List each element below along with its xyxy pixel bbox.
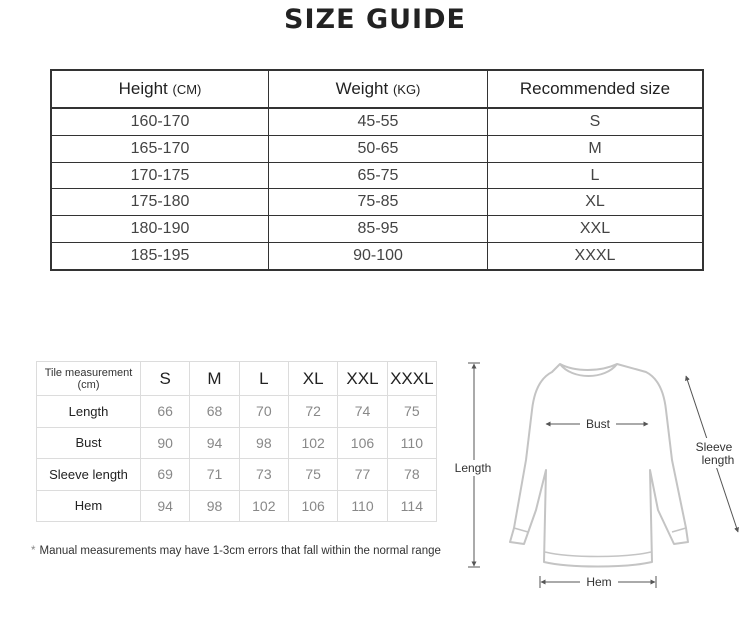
corner-label-line2: (cm)	[77, 378, 100, 391]
weight-cell: 85-95	[269, 216, 488, 243]
measurement-cell: 78	[387, 459, 436, 491]
size-table-header-row	[51, 70, 703, 108]
weight-cell: 65-75	[269, 162, 488, 189]
measurement-cell: 71	[190, 459, 239, 491]
weight-cell: 90-100	[269, 242, 488, 270]
measurement-cell: 68	[190, 396, 239, 428]
weight-cell: 50-65	[269, 135, 488, 162]
row-label: Bust	[37, 427, 141, 459]
size-header: L	[239, 362, 288, 396]
row-label: Length	[37, 396, 141, 428]
measurement-cell: 75	[387, 396, 436, 428]
measurement-cell: 90	[141, 427, 190, 459]
measurement-cell: 114	[387, 490, 436, 522]
length-label: Length	[454, 461, 492, 475]
size-cell: L	[488, 162, 704, 189]
table-row	[37, 396, 437, 428]
sweater-cuff-right	[672, 528, 686, 532]
size-header: XXL	[338, 362, 387, 396]
sweater-cuff-left	[514, 528, 528, 532]
table-row	[51, 108, 703, 135]
corner-label-line1: Tile measurement	[44, 366, 133, 379]
height-cell: 170-175	[51, 162, 269, 189]
size-header: XXXL	[387, 362, 436, 396]
weight-cell: 45-55	[269, 108, 488, 135]
header-height	[51, 70, 269, 108]
table-row	[37, 459, 437, 491]
hem-label: Hem	[586, 575, 612, 589]
header-height-unit: (CM)	[172, 82, 202, 97]
size-cell: XL	[488, 189, 704, 216]
sweater-diagram	[440, 350, 745, 600]
table-row	[51, 162, 703, 189]
table-row	[37, 427, 437, 459]
table-row	[51, 135, 703, 162]
measurement-cell: 74	[338, 396, 387, 428]
size-cell: XXXL	[488, 242, 704, 270]
table-row	[51, 242, 703, 270]
height-cell: 160-170	[51, 108, 269, 135]
header-weight-unit: (KG)	[392, 82, 421, 97]
measurement-header-row	[37, 362, 437, 396]
table-row	[51, 189, 703, 216]
size-cell: S	[488, 108, 704, 135]
size-cell: XXL	[488, 216, 704, 243]
note-text: Manual measurements may have 1-3cm errors that fall within the normal range	[39, 545, 441, 557]
height-cell: 175-180	[51, 189, 269, 216]
table-row	[51, 216, 703, 243]
row-label: Sleeve length	[37, 459, 141, 491]
measurement-cell: 75	[288, 459, 337, 491]
measurement-cell: 106	[338, 427, 387, 459]
measurement-cell: 94	[141, 490, 190, 522]
size-recommendation-table	[50, 69, 704, 271]
measurement-note	[31, 545, 441, 557]
measurement-cell: 70	[239, 396, 288, 428]
sweater-hem-band	[545, 552, 651, 557]
measurement-cell: 77	[338, 459, 387, 491]
sleeve-label-line2: length	[701, 453, 735, 467]
size-header: XL	[288, 362, 337, 396]
size-header: M	[190, 362, 239, 396]
height-cell: 180-190	[51, 216, 269, 243]
weight-cell: 75-85	[269, 189, 488, 216]
header-recommended-size-label: Recommended size	[519, 79, 671, 98]
measurement-cell: 98	[190, 490, 239, 522]
measurement-cell: 106	[288, 490, 337, 522]
height-cell: 185-195	[51, 242, 269, 270]
measurement-cell: 102	[239, 490, 288, 522]
measurement-cell: 98	[239, 427, 288, 459]
header-recommended-size	[488, 70, 704, 108]
header-weight-label: Weight	[335, 79, 393, 98]
measurement-cell: 110	[387, 427, 436, 459]
measurement-cell: 110	[338, 490, 387, 522]
bust-label: Bust	[585, 417, 611, 431]
measurement-cell: 66	[141, 396, 190, 428]
garment-measurement-table	[36, 361, 437, 522]
table-row	[37, 490, 437, 522]
header-height-label: Height	[118, 79, 173, 98]
size-cell: M	[488, 135, 704, 162]
measurement-cell: 102	[288, 427, 337, 459]
note-asterisk: *	[31, 545, 36, 557]
sleeve-label-line1: Sleeve	[695, 440, 733, 454]
height-cell: 165-170	[51, 135, 269, 162]
sweater-outline	[510, 364, 688, 567]
measurement-cell: 94	[190, 427, 239, 459]
corner-label	[37, 362, 141, 396]
measurement-cell: 72	[288, 396, 337, 428]
row-label: Hem	[37, 490, 141, 522]
measurement-cell: 73	[239, 459, 288, 491]
page-title: SIZE GUIDE	[284, 4, 466, 35]
size-header: S	[141, 362, 190, 396]
measurement-cell: 69	[141, 459, 190, 491]
header-weight	[269, 70, 488, 108]
